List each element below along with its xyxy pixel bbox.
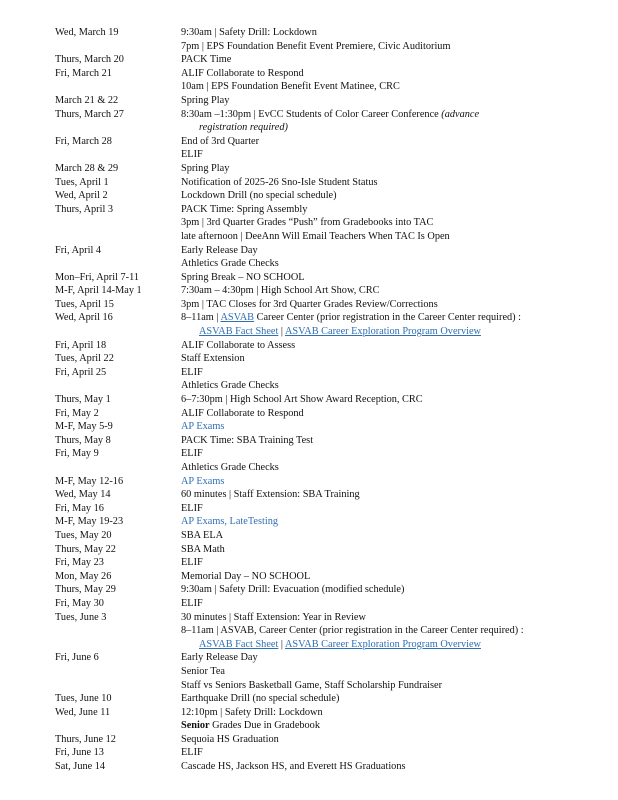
- schedule-row: [55, 583, 615, 597]
- event-text: Athletics Grade Checks: [181, 380, 279, 392]
- event-text: ELIF: [181, 557, 203, 569]
- event-text: Early Release Day: [181, 652, 258, 664]
- schedule-row: [55, 393, 615, 407]
- event-line: [181, 216, 615, 230]
- event-line: [181, 311, 615, 325]
- event-text: Cascade HS, Jackson HS, and Everett HS Graduations: [181, 761, 406, 773]
- schedule-row: [55, 597, 615, 611]
- event-line: [181, 447, 615, 461]
- event-list: [181, 651, 615, 692]
- event-text: |: [278, 638, 285, 650]
- event-date: Fri, April 18: [55, 339, 107, 351]
- schedule-row: [55, 176, 615, 190]
- event-list: [181, 352, 615, 366]
- event-line: [181, 638, 615, 652]
- event-text: 9:30am | Safety Drill: Evacuation (modified schedule): [181, 584, 405, 596]
- event-date: Thurs, May 29: [55, 584, 116, 596]
- schedule-row: [55, 515, 615, 529]
- event-text: 8–11am |: [181, 312, 221, 324]
- event-line: [181, 257, 615, 271]
- event-list: [181, 529, 615, 543]
- event-text: 30 minutes | Staff Extension: Year in Review: [181, 611, 366, 623]
- event-date: Fri, March 28: [55, 135, 112, 147]
- event-line: [181, 366, 615, 380]
- event-text: late afternoon | DeeAnn Will Email Teachers When TAC Is Open: [181, 230, 450, 242]
- event-date: Fri, May 2: [55, 407, 99, 419]
- event-line: [181, 665, 615, 679]
- event-list: [181, 94, 615, 108]
- event-line: [181, 611, 615, 625]
- event-text: 10am | EPS Foundation Benefit Event Matinee, CRC: [181, 81, 400, 93]
- event-date: Fri, May 16: [55, 502, 104, 514]
- event-date: M-F, May 12-16: [55, 475, 124, 487]
- event-date: M-F, May 5-9: [55, 421, 113, 433]
- event-list: [181, 597, 615, 611]
- event-line: [181, 475, 615, 489]
- event-line: [181, 176, 615, 190]
- event-line: [181, 108, 615, 122]
- event-text: PACK Time: SBA Training Test: [181, 434, 314, 446]
- schedule-row: [55, 311, 615, 338]
- event-date: Thurs, March 27: [55, 108, 124, 120]
- event-line: [181, 420, 615, 434]
- event-list: [181, 706, 615, 733]
- exam-label: AP Exams: [181, 475, 225, 487]
- event-line: [181, 597, 615, 611]
- event-line: [181, 461, 615, 475]
- event-line: [181, 80, 615, 94]
- event-text: ELIF: [181, 597, 203, 609]
- event-line: [181, 284, 615, 298]
- event-list: [181, 434, 615, 448]
- event-text: 7pm | EPS Foundation Benefit Event Premiere, Civic Auditorium: [181, 40, 451, 52]
- schedule-row: [55, 298, 615, 312]
- event-text: SBA Math: [181, 543, 225, 555]
- event-list: [181, 515, 615, 529]
- link-asvab-career-exploration-program-overview[interactable]: ASVAB Career Exploration Program Overview: [284, 326, 481, 338]
- event-list: [181, 26, 615, 53]
- event-date: Thurs, April 3: [55, 203, 114, 215]
- event-text: ALIF Collaborate to Respond: [181, 67, 304, 79]
- event-line: [181, 719, 615, 733]
- link-asvab-fact-sheet[interactable]: ASVAB Fact Sheet: [199, 326, 279, 338]
- event-date: Fri, June 13: [55, 747, 104, 759]
- event-text: ELIF: [181, 502, 203, 514]
- event-date: Thurs, May 1: [55, 394, 111, 406]
- schedule-row: [55, 366, 615, 393]
- event-text: PACK Time: Spring Assembly: [181, 203, 308, 215]
- event-list: [181, 284, 615, 298]
- schedule-row: [55, 203, 615, 244]
- event-list: [181, 543, 615, 557]
- schedule-row: [55, 556, 615, 570]
- event-text: ELIF: [181, 747, 203, 759]
- event-text: Sequoia HS Graduation: [181, 733, 279, 745]
- event-list: [181, 135, 615, 162]
- event-list: [181, 570, 615, 584]
- event-date: Fri, April 25: [55, 366, 107, 378]
- event-text: Senior Tea: [181, 665, 225, 677]
- event-date: Thurs, March 20: [55, 54, 124, 66]
- schedule-row: [55, 543, 615, 557]
- event-text: 3pm | 3rd Quarter Grades “Push” from Gradebooks into TAC: [181, 217, 434, 229]
- event-line: [181, 230, 615, 244]
- event-date: Wed, May 14: [55, 489, 111, 501]
- event-list: [181, 311, 615, 338]
- event-text: PACK Time: [181, 54, 232, 66]
- event-line: [181, 67, 615, 81]
- event-line: [181, 325, 615, 339]
- schedule-row: [55, 760, 615, 774]
- schedule-row: [55, 651, 615, 692]
- event-text: Spring Play: [181, 162, 230, 174]
- event-line: [181, 244, 615, 258]
- event-date: Thurs, May 8: [55, 434, 111, 446]
- event-date: Fri, April 4: [55, 244, 102, 256]
- event-list: [181, 108, 615, 135]
- event-text: 9:30am | Safety Drill: Lockdown: [181, 27, 317, 38]
- event-line: [181, 760, 615, 774]
- event-list: [181, 339, 615, 353]
- event-text: 3pm | TAC Closes for 3rd Quarter Grades Review/Corrections: [181, 298, 438, 310]
- schedule-row: [55, 108, 615, 135]
- event-text: Senior: [181, 720, 210, 732]
- event-line: [181, 543, 615, 557]
- event-text: Notification of 2025-26 Sno-Isle Student Status: [181, 176, 378, 188]
- schedule-row: [55, 746, 615, 760]
- event-date: Mon, May 26: [55, 570, 112, 582]
- event-line: [181, 515, 615, 529]
- event-text: Athletics Grade Checks: [181, 258, 279, 270]
- schedule-row: [55, 94, 615, 108]
- event-date: Wed, June 11: [55, 706, 111, 718]
- event-date: Fri, June 6: [55, 652, 99, 664]
- event-line: [181, 407, 615, 421]
- event-line: [181, 624, 615, 638]
- event-line: [181, 298, 615, 312]
- event-text: SBA ELA: [181, 529, 224, 541]
- schedule-row: [55, 733, 615, 747]
- event-list: [181, 271, 615, 285]
- event-text: |: [278, 326, 285, 338]
- event-line: [181, 339, 615, 353]
- schedule-row: [55, 488, 615, 502]
- event-list: [181, 583, 615, 597]
- event-line: [181, 502, 615, 516]
- event-text: Lockdown Drill (no special schedule): [181, 190, 337, 202]
- event-line: [181, 393, 615, 407]
- event-line: [181, 556, 615, 570]
- event-date: Tues, June 10: [55, 693, 112, 705]
- event-line: [181, 121, 615, 135]
- event-line: [181, 148, 615, 162]
- event-line: [181, 379, 615, 393]
- event-date: M-F, April 14-May 1: [55, 285, 142, 297]
- event-list: [181, 556, 615, 570]
- schedule-row: [55, 475, 615, 489]
- schedule-row: [55, 447, 615, 474]
- event-line: [181, 651, 615, 665]
- event-line: [181, 271, 615, 285]
- event-text: Early Release Day: [181, 244, 258, 256]
- event-text: registration required): [199, 122, 288, 134]
- event-list: [181, 189, 615, 203]
- event-text: Spring Break – NO SCHOOL: [181, 271, 305, 283]
- event-text: Earthquake Drill (no special schedule): [181, 693, 340, 705]
- event-list: [181, 760, 615, 774]
- event-list: [181, 366, 615, 393]
- schedule-row: [55, 434, 615, 448]
- event-text: End of 3rd Quarter: [181, 135, 260, 147]
- event-date: Tues, May 20: [55, 529, 112, 541]
- event-line: [181, 53, 615, 67]
- event-text: 12:10pm | Safety Drill: Lockdown: [181, 706, 323, 718]
- event-date: March 28 & 29: [55, 162, 119, 174]
- event-list: [181, 203, 615, 244]
- event-list: [181, 447, 615, 474]
- event-line: [181, 40, 615, 54]
- school-calendar: [55, 26, 615, 774]
- event-text: 7:30am – 4:30pm | High School Art Show, CRC: [181, 285, 380, 297]
- event-date: Fri, May 30: [55, 597, 104, 609]
- event-text: ALIF Collaborate to Respond: [181, 407, 304, 419]
- event-list: [181, 611, 615, 652]
- link-asvab[interactable]: ASVAB: [220, 312, 255, 324]
- event-line: [181, 203, 615, 217]
- schedule-row: [55, 67, 615, 94]
- event-line: [181, 583, 615, 597]
- event-line: [181, 692, 615, 706]
- schedule-row: [55, 529, 615, 543]
- schedule-row: [55, 26, 615, 53]
- event-line: [181, 746, 615, 760]
- event-line: [181, 434, 615, 448]
- event-line: [181, 26, 615, 40]
- event-line: [181, 488, 615, 502]
- event-text: Staff Extension: [181, 353, 245, 365]
- schedule-row: [55, 271, 615, 285]
- event-line: [181, 679, 615, 693]
- event-list: [181, 298, 615, 312]
- event-date: Fri, May 9: [55, 448, 99, 460]
- schedule-row: [55, 407, 615, 421]
- event-date: Sat, June 14: [55, 761, 106, 773]
- event-text: Athletics Grade Checks: [181, 462, 279, 473]
- event-list: [181, 420, 615, 434]
- exam-label: AP Exams: [181, 421, 225, 433]
- event-list: [181, 746, 615, 760]
- event-date: Tues, April 1: [55, 176, 109, 188]
- event-line: [181, 529, 615, 543]
- schedule-row: [55, 189, 615, 203]
- schedule-row: [55, 284, 615, 298]
- event-line: [181, 570, 615, 584]
- schedule-row: [55, 352, 615, 366]
- event-date: Mon–Fri, April 7-11: [55, 271, 139, 283]
- event-text: Grades Due in Gradebook: [209, 720, 320, 732]
- schedule-row: [55, 502, 615, 516]
- schedule-row: [55, 570, 615, 584]
- event-date: Fri, March 21: [55, 67, 112, 79]
- event-text: (advance: [441, 108, 480, 120]
- schedule-row: [55, 692, 615, 706]
- schedule-row: [55, 420, 615, 434]
- event-text: 8:30am –1:30pm | EvCC Students of Color Career Conference: [181, 108, 442, 120]
- event-date: Fri, May 23: [55, 557, 104, 569]
- event-date: Wed, April 2: [55, 190, 108, 202]
- event-date: Tues, April 22: [55, 353, 114, 365]
- event-list: [181, 502, 615, 516]
- event-line: [181, 135, 615, 149]
- schedule-row: [55, 244, 615, 271]
- schedule-row: [55, 706, 615, 733]
- event-text: 8–11am | ASVAB, Career Center (prior registration in the Career Center required) :: [181, 625, 524, 637]
- event-list: [181, 733, 615, 747]
- event-line: [181, 352, 615, 366]
- exam-label: AP Exams, LateTesting: [181, 516, 278, 528]
- link-asvab-fact-sheet[interactable]: ASVAB Fact Sheet: [199, 638, 279, 650]
- event-text: Staff vs Seniors Basketball Game, Staff Scholarship Fundraiser: [181, 679, 443, 691]
- event-list: [181, 53, 615, 67]
- event-list: [181, 488, 615, 502]
- event-list: [181, 393, 615, 407]
- event-date: Wed, April 16: [55, 312, 113, 324]
- event-list: [181, 176, 615, 190]
- event-list: [181, 67, 615, 94]
- event-list: [181, 162, 615, 176]
- link-asvab-career-exploration-program-overview[interactable]: ASVAB Career Exploration Program Overview: [284, 638, 481, 650]
- event-line: [181, 189, 615, 203]
- event-date: Wed, March 19: [55, 27, 119, 38]
- schedule-row: [55, 53, 615, 67]
- event-date: Thurs, June 12: [55, 733, 116, 745]
- event-text: Memorial Day – NO SCHOOL: [181, 570, 311, 582]
- event-line: [181, 733, 615, 747]
- event-text: ALIF Collaborate to Assess: [181, 339, 296, 351]
- event-text: Spring Play: [181, 94, 230, 106]
- event-text: Career Center (prior registration in the Career Center required) :: [254, 312, 522, 324]
- event-line: [181, 706, 615, 720]
- schedule-row: [55, 611, 615, 652]
- event-date: Tues, April 15: [55, 298, 114, 310]
- event-text: 6–7:30pm | High School Art Show Award Reception, CRC: [181, 394, 423, 406]
- event-date: Thurs, May 22: [55, 543, 116, 555]
- event-line: [181, 162, 615, 176]
- event-text: 60 minutes | Staff Extension: SBA Training: [181, 489, 360, 501]
- event-list: [181, 475, 615, 489]
- event-list: [181, 407, 615, 421]
- event-date: Tues, June 3: [55, 611, 107, 623]
- schedule-row: [55, 339, 615, 353]
- schedule-row: [55, 135, 615, 162]
- event-text: ELIF: [181, 366, 203, 378]
- event-list: [181, 244, 615, 271]
- event-text: ELIF: [181, 448, 203, 460]
- event-line: [181, 94, 615, 108]
- event-list: [181, 692, 615, 706]
- schedule-row: [55, 162, 615, 176]
- event-text: ELIF: [181, 149, 203, 161]
- event-date: M-F, May 19-23: [55, 516, 124, 528]
- event-date: March 21 & 22: [55, 94, 119, 106]
